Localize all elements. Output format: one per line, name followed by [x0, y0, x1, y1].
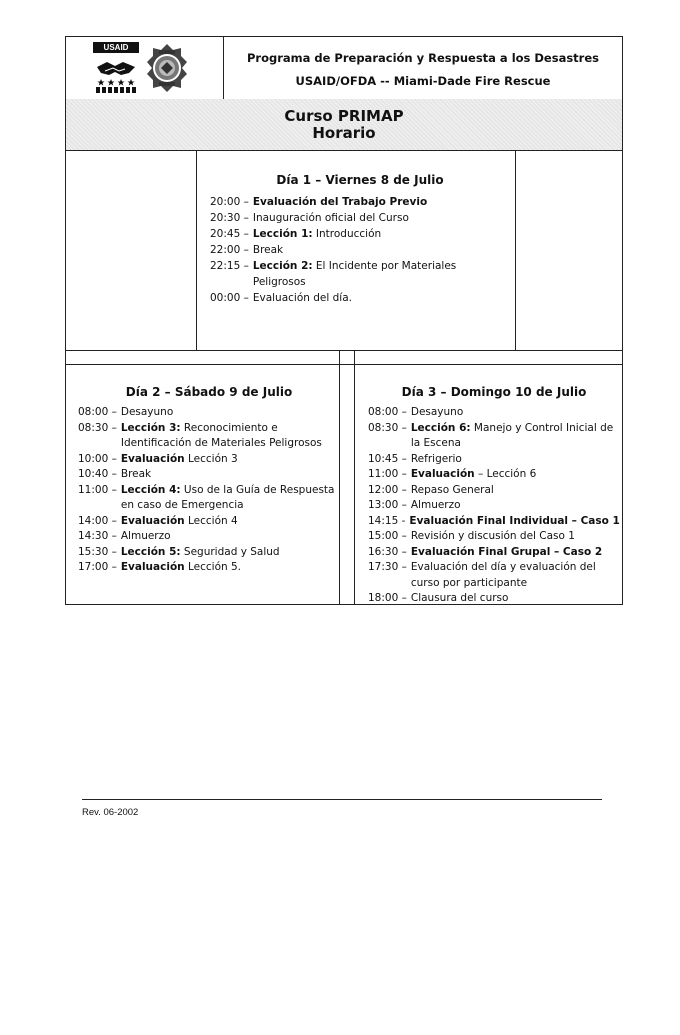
schedule-description: [407, 483, 620, 499]
schedule-text: Introducción: [312, 228, 382, 240]
schedule-item: [210, 210, 510, 226]
days-row: [65, 365, 623, 605]
handshake-icon: [93, 53, 139, 94]
schedule-time: 12:00 –: [368, 483, 407, 496]
schedule-text: Desayuno: [120, 406, 174, 418]
schedule-text: Break: [252, 244, 284, 256]
usaid-logo: [93, 42, 139, 94]
day1-schedule: [210, 173, 510, 306]
schedule-time: 10:40 –: [78, 468, 117, 480]
org-line-2: USAID/OFDA -- Miami-Dade Fire Rescue: [295, 73, 551, 88]
schedule-description: [407, 591, 620, 607]
schedule-description: [249, 290, 510, 306]
schedule-description: [117, 514, 340, 530]
schedule-item: [78, 483, 340, 514]
schedule-text: Lección 4: [184, 514, 238, 527]
column-divider: [339, 351, 340, 364]
header-table: [65, 36, 623, 100]
fire-rescue-seal-icon: [146, 43, 188, 93]
schedule-item: [78, 405, 340, 421]
schedule-time: 08:00 –: [368, 406, 407, 418]
schedule-text: Break: [120, 468, 152, 480]
schedule-description: [407, 405, 620, 421]
schedule-time: 17:00 –: [78, 561, 117, 573]
separator-row: [65, 351, 623, 365]
schedule-description: [249, 210, 510, 226]
schedule-description: [117, 529, 340, 545]
schedule-description: [407, 452, 620, 468]
schedule-description: [407, 467, 620, 483]
logo-cell: [66, 37, 224, 99]
schedule-text: Lección 3: [184, 452, 238, 465]
schedule-text: Evaluación del día y evaluación del curso por participante: [410, 561, 596, 589]
schedule-item: [210, 258, 510, 290]
schedule-description: [407, 498, 620, 514]
schedule-item: [368, 591, 620, 607]
schedule-description: [407, 545, 620, 561]
schedule-item: [368, 452, 620, 468]
schedule-bold-text: Evaluación: [120, 514, 185, 527]
day3-list: [368, 405, 620, 607]
schedule-time: 10:00 –: [78, 452, 117, 465]
schedule-item: [368, 483, 620, 499]
schedule-time: 17:30 –: [368, 561, 407, 573]
schedule-bold-text: Lección 2:: [252, 260, 313, 272]
schedule-time: 18:00 –: [368, 592, 407, 604]
schedule-description: [117, 467, 340, 483]
schedule-bold-text: Lección 6:: [410, 421, 471, 434]
schedule-text: Almuerzo: [410, 499, 461, 511]
schedule-item: [368, 529, 620, 545]
schedule-item: [78, 452, 340, 468]
schedule-text: Revisión y discusión del Caso 1: [410, 530, 575, 542]
schedule-description: [117, 452, 340, 468]
schedule-time: 08:30 –: [78, 421, 117, 434]
schedule-bold-text: Evaluación Final Individual – Caso 1: [409, 514, 620, 527]
schedule-item: [78, 421, 340, 452]
schedule-description: [117, 421, 340, 452]
schedule-text: – Lección 6: [474, 468, 537, 480]
schedule-time: 10:45 –: [368, 452, 407, 465]
schedule-item: [368, 498, 620, 514]
title-band: [65, 99, 623, 151]
schedule-description: [117, 405, 340, 421]
schedule-item: [368, 560, 620, 591]
schedule-text: Refrigerio: [410, 452, 462, 465]
schedule-time: 14:00 –: [78, 514, 117, 527]
schedule-description: [407, 529, 620, 545]
schedule-item: [210, 226, 510, 242]
course-title: Curso PRIMAP: [284, 106, 404, 125]
schedule-time: 08:30 –: [368, 421, 407, 434]
schedule-bold-text: Evaluación: [120, 452, 185, 465]
schedule-text: Almuerzo: [120, 530, 171, 542]
schedule-description: [407, 560, 620, 591]
schedule-time: 14:15 -: [368, 514, 406, 527]
schedule-time: 00:00 –: [210, 292, 249, 304]
schedule-description: [117, 560, 340, 576]
schedule-heading: Horario: [312, 123, 376, 142]
schedule-bold-text: Lección 1:: [252, 228, 313, 240]
schedule-text: Reconocimiento e Identificación de Materiales Peligrosos: [120, 421, 322, 449]
schedule-item: [368, 467, 620, 483]
org-line-1: Programa de Preparación y Respuesta a los Desastres: [246, 50, 599, 65]
schedule-item: [368, 405, 620, 421]
schedule-description: [249, 226, 510, 242]
schedule-time: 15:00 –: [368, 530, 407, 542]
schedule-item: [210, 194, 510, 210]
column-divider: [515, 151, 516, 350]
schedule-description: [249, 242, 510, 258]
schedule-text: Desayuno: [410, 406, 464, 418]
schedule-time: 13:00 –: [368, 499, 407, 511]
schedule-bold-text: Lección 5:: [120, 545, 181, 558]
day1-list: [210, 194, 510, 306]
schedule-bold-text: Evaluación Final Grupal – Caso 2: [410, 545, 603, 558]
usaid-logo-text: USAID: [93, 42, 139, 53]
schedule-time: 16:30 –: [368, 545, 407, 558]
schedule-time: 20:30 –: [210, 212, 249, 224]
footer-divider: [82, 799, 602, 800]
schedule-item: [78, 514, 340, 530]
schedule-text: Lección 5.: [184, 561, 242, 573]
schedule-item: [368, 514, 620, 530]
schedule-text: Manejo y Control Inicial de la Escena: [410, 421, 614, 449]
schedule-item: [368, 545, 620, 561]
schedule-bold-text: Evaluación del Trabajo Previo: [252, 196, 428, 208]
schedule-description: [407, 421, 620, 452]
schedule-text: El Incidente por Materiales Peligrosos: [252, 260, 457, 288]
schedule-time: 22:00 –: [210, 244, 249, 256]
schedule-text: Uso de la Guía de Respuesta en caso de Emergencia: [120, 483, 335, 511]
schedule-bold-text: Lección 4:: [120, 483, 181, 496]
day1-row: [65, 151, 623, 351]
schedule-description: [117, 483, 340, 514]
schedule-time: 15:30 –: [78, 545, 117, 558]
schedule-item: [78, 545, 340, 561]
schedule-text: Evaluación del día.: [252, 292, 352, 304]
day1-cell: [197, 151, 515, 350]
revision-label: Rev. 06-2002: [82, 807, 139, 818]
schedule-description: [117, 545, 340, 561]
day2-list: [78, 405, 340, 576]
schedule-text: Seguridad y Salud: [180, 545, 280, 558]
schedule-time: 20:45 –: [210, 228, 249, 240]
schedule-time: 11:00 –: [78, 483, 117, 496]
day3-schedule: [368, 385, 620, 607]
schedule-item: [368, 421, 620, 452]
schedule-item: [78, 560, 340, 576]
column-divider: [354, 351, 355, 364]
schedule-text: Repaso General: [410, 483, 494, 496]
schedule-time: 08:00 –: [78, 406, 117, 418]
schedule-item: [210, 242, 510, 258]
organization-cell: [224, 37, 622, 99]
schedule-text: Clausura del curso: [410, 592, 509, 604]
schedule-description: [405, 514, 620, 530]
schedule-description: [249, 258, 510, 290]
day2-title: Día 2 – Sábado 9 de Julio: [125, 385, 293, 399]
schedule-time: 20:00 –: [210, 196, 249, 208]
schedule-description: [249, 194, 510, 210]
column-divider: [354, 365, 355, 604]
day1-title: Día 1 – Viernes 8 de Julio: [276, 173, 444, 187]
schedule-bold-text: Evaluación: [410, 468, 475, 480]
schedule-item: [78, 467, 340, 483]
schedule-item: [210, 290, 510, 306]
schedule-item: [78, 529, 340, 545]
day3-title: Día 3 – Domingo 10 de Julio: [401, 385, 587, 399]
schedule-text: Inauguración oficial del Curso: [252, 212, 409, 224]
schedule-time: 14:30 –: [78, 530, 117, 542]
schedule-time: 22:15 –: [210, 260, 249, 272]
day2-schedule: [78, 385, 340, 576]
schedule-bold-text: Lección 3:: [120, 421, 181, 434]
schedule-bold-text: Evaluación: [120, 561, 185, 573]
schedule-time: 11:00 –: [368, 468, 407, 480]
